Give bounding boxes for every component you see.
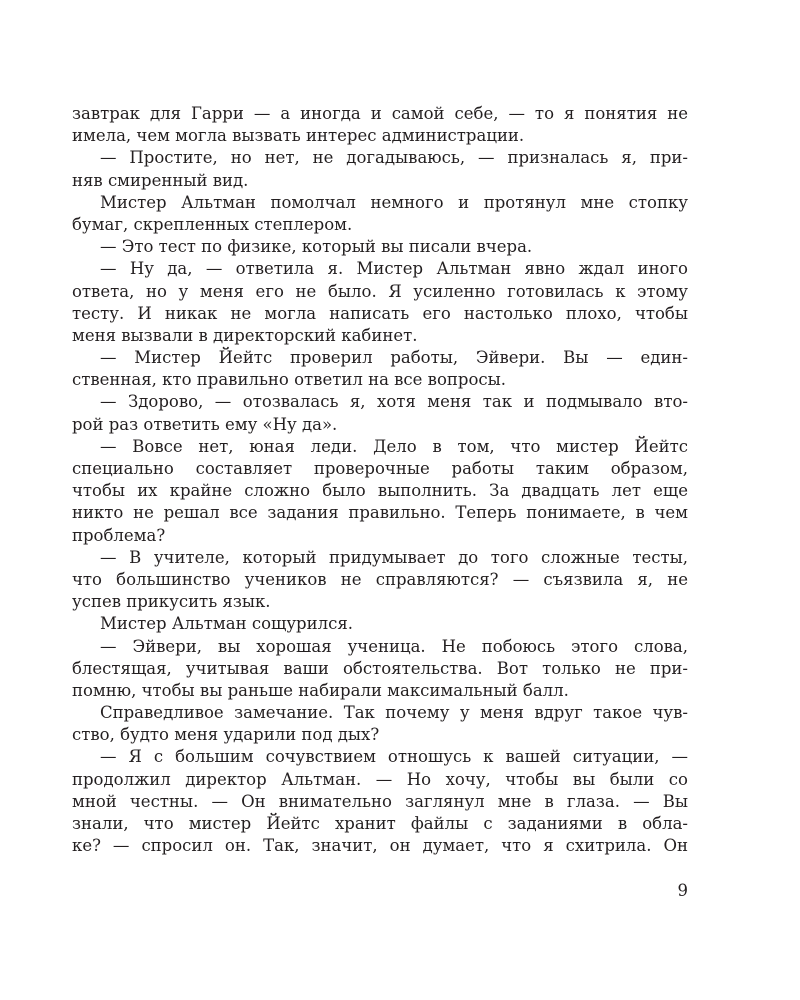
text-line: — Эйвери, вы хорошая ученица. Не побоюсь этого слова, <box>100 636 688 656</box>
text-line: чтобы их крайне сложно было выполнить. За двадцать лет еще <box>72 481 688 501</box>
text-line: имела, чем могла вызвать интерес администрации. <box>72 126 525 146</box>
body-text <box>72 103 688 857</box>
text-line: тесту. И никак не могла написать его настолько плохо, чтобы <box>72 303 688 323</box>
text-line: блестящая, учитывая ваши обстоятельства. Вот только не при- <box>72 658 688 678</box>
text-line: Мистер Альтман помолчал немного и протянул мне стопку <box>100 192 688 212</box>
text-line: знали, что мистер Йейтс хранит файлы с заданиями в обла- <box>72 814 688 833</box>
text-line: — Здорово, — отозвалась я, хотя меня так и подмывало вто- <box>100 392 688 412</box>
text-line: — Вовсе нет, юная леди. Дело в том, что мистер Йейтс <box>100 436 688 456</box>
text-line: никто не решал все задания правильно. Теперь понимаете, в чем <box>72 503 688 523</box>
text-line: Справедливое замечание. Так почему у меня вдруг такое чув- <box>100 703 688 723</box>
text-line: — В учителе, который придумывает до того сложные тесты, <box>100 547 688 567</box>
text-line: ответа, но у меня его не было. Я усиленно готовилась к этому <box>72 281 688 301</box>
text-line: проблема? <box>72 525 166 545</box>
text-line: помню, чтобы вы раньше набирали максимальный балл. <box>72 680 569 700</box>
page-number: 9 <box>677 881 688 900</box>
text-line: ство, будто меня ударили под дых? <box>72 725 380 745</box>
text-line: бумаг, скрепленных степлером. <box>72 214 353 234</box>
text-line: — Простите, но нет, не догадываюсь, — призналась я, при- <box>100 148 688 168</box>
text-line: специально составляет проверочные работы таким образом, <box>72 459 688 478</box>
text-line: — Мистер Йейтс проверил работы, Эйвери. Вы — един- <box>100 348 688 368</box>
text-line: завтрак для Гарри — а иногда и самой себе, — то я понятия не <box>72 104 688 123</box>
text-line: — Ну да, — ответила я. Мистер Альтман явно ждал иного <box>100 259 688 279</box>
text-line: что большинство учеников не справляются? — съязвила я, не <box>72 569 688 589</box>
text-line: няв смиренный вид. <box>72 170 249 190</box>
text-line: успев прикусить язык. <box>72 592 271 612</box>
text-line: ственная, кто правильно ответил на все вопросы. <box>72 370 507 390</box>
text-line: меня вызвали в директорский кабинет. <box>72 325 418 345</box>
text-line: мной честны. — Он внимательно заглянул мне в глаза. — Вы <box>72 791 688 811</box>
text-line: Мистер Альтман сощурился. <box>100 614 353 634</box>
text-line: — Это тест по физике, который вы писали вчера. <box>100 237 533 257</box>
text-line: рой раз ответить ему «Ну да». <box>72 414 338 434</box>
text-line: ке? — спросил он. Так, значит, он думает, что я схитрила. Он <box>72 836 688 856</box>
text-line: — Я с большим сочувствием отношусь к вашей ситуации, — <box>100 747 688 767</box>
text-line: продолжил директор Альтман. — Но хочу, чтобы вы были со <box>72 769 688 789</box>
